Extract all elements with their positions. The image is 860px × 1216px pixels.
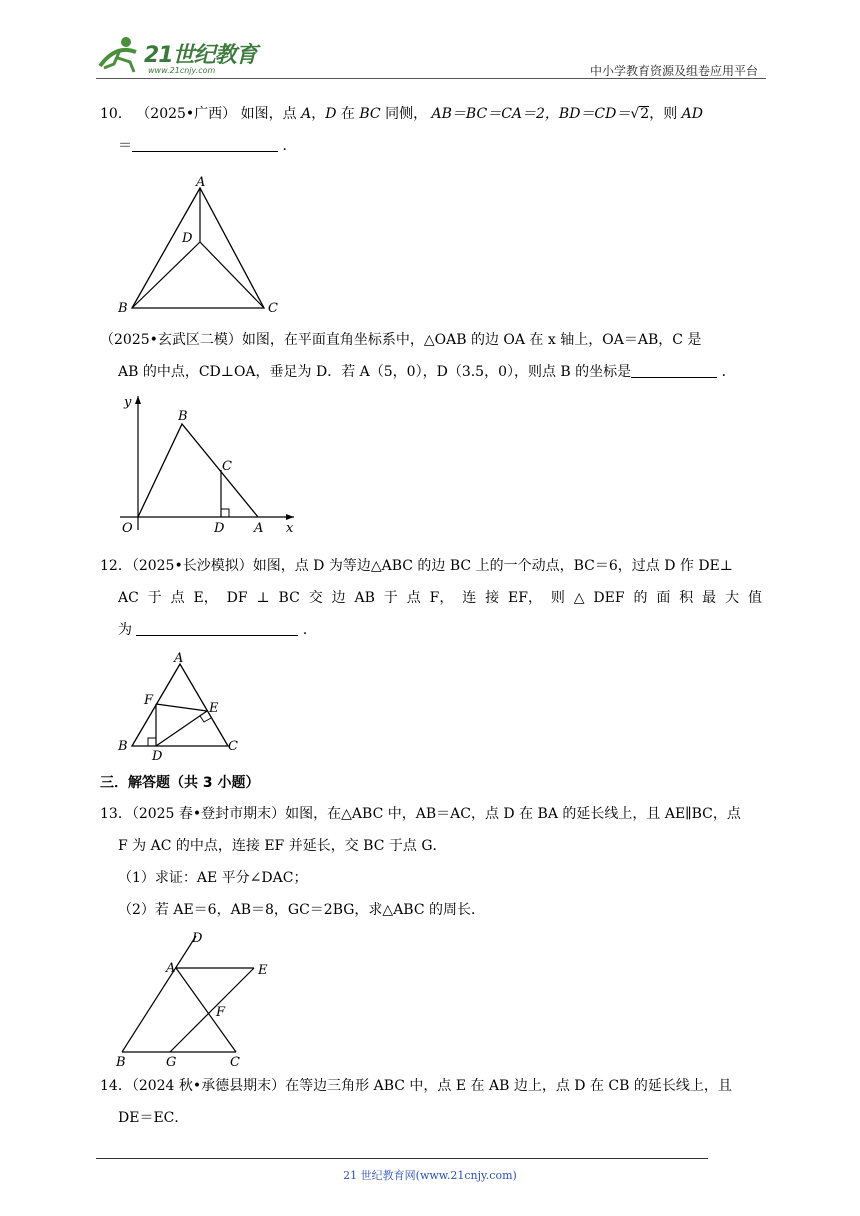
question-text: ．	[302, 622, 317, 638]
label-x: x	[286, 521, 294, 535]
label-B: B	[118, 301, 128, 314]
answer-blank[interactable]	[132, 135, 278, 152]
question-part-2: （2）若 AE＝6，AB＝8，GC＝2BG，求△ABC 的周长．	[118, 902, 486, 918]
question-text: ，则	[649, 106, 678, 122]
label-E: E	[258, 963, 268, 978]
equation-text: AB＝BC＝CA＝2，BD＝CD＝	[431, 106, 631, 122]
label-y: y	[124, 395, 132, 410]
label-A: A	[196, 175, 206, 190]
label-G: G	[166, 1055, 177, 1068]
question-text: ＝	[118, 138, 132, 154]
label-D: D	[152, 749, 163, 762]
question-number: 12．	[100, 558, 132, 574]
label-C: C	[268, 301, 278, 314]
label-C: C	[228, 739, 238, 754]
label-C: C	[222, 459, 232, 474]
section-heading: 三．解答题（共 3 小题）	[100, 775, 260, 791]
label-B: B	[116, 1055, 126, 1068]
question-text: ．	[721, 364, 736, 380]
label-B: B	[118, 739, 128, 754]
label-B: B	[178, 409, 188, 424]
question-text: AC 于 点 E， DF ⊥ BC 交 边 AB 于 点 F， 连 接 EF， 则 △ DEF 的 面 积 最 大 值	[118, 590, 762, 606]
point-label: D	[325, 106, 337, 122]
question-text: 同侧，	[385, 106, 428, 122]
question-text: 为	[118, 622, 132, 638]
label-A: A	[254, 521, 264, 535]
label-F: F	[144, 693, 154, 708]
page-header	[96, 28, 766, 80]
figure-q11	[112, 390, 302, 535]
label-E: E	[209, 701, 219, 716]
label-D: D	[192, 931, 203, 946]
label-D: D	[182, 231, 193, 246]
question-12	[100, 550, 770, 646]
header-divider	[96, 78, 766, 79]
sqrt-symbol: √	[630, 106, 640, 122]
segment-label: AD	[681, 106, 704, 122]
question-number: 10．	[100, 106, 132, 122]
header-platform-text: 中小学教育资源及组卷应用平台	[589, 64, 758, 78]
segment-label: BC	[359, 106, 381, 122]
figure-q12	[114, 648, 254, 762]
label-C: C	[230, 1055, 240, 1068]
logo-subtext: www.21cnjy.com	[148, 66, 216, 75]
footer-divider	[96, 1158, 708, 1159]
label-O: O	[122, 521, 133, 535]
question-11	[100, 324, 770, 388]
question-10: 10． （2025•广西） 如图，点 A，D 在 BC 同侧， AB＝BC＝CA＝2，BD＝CD＝√2，则 AD ＝ ．	[100, 106, 704, 154]
question-source: （2025•广西）	[136, 106, 237, 122]
question-text: 13．（2025 春•登封市期末）如图，在△ABC 中，AB＝AC，点 D 在 BA 的延长线上，且 AE∥BC，点	[100, 806, 741, 822]
question-text: AB 的中点，CD⊥OA，垂足为 D．若 A（5，0），D（3.5，0），则点 B 的坐标是	[118, 364, 632, 380]
label-F: F	[216, 1005, 226, 1020]
label-D: D	[214, 521, 225, 535]
question-text: 14．（2024 秋•承德县期末）在等边三角形 ABC 中，点 E 在 AB 边上，点 D 在 CB 的延长线上，且	[100, 1078, 732, 1094]
question-text: DE＝EC．	[118, 1110, 189, 1126]
question-text: （2025•玄武区二模）如图，在平面直角坐标系中，△OAB 的边 OA 在 x 轴上，OA＝AB，C 是	[100, 332, 702, 348]
point-label: A	[301, 106, 312, 122]
question-text: ．	[282, 138, 297, 154]
answer-blank[interactable]	[136, 619, 298, 636]
sqrt-value: 2	[640, 106, 650, 122]
question-14	[100, 1070, 770, 1134]
question-text: F 为 AC 的中点，连接 EF 并延长，交 BC 于点 G．	[118, 838, 447, 854]
figure-q10	[112, 172, 282, 314]
question-13	[100, 798, 770, 926]
logo-text: 21世纪教育	[144, 43, 257, 68]
question-part-1: （1）求证：AE 平分∠DAC；	[118, 870, 308, 886]
label-A: A	[166, 961, 176, 976]
question-text: 在	[340, 106, 355, 122]
question-text: 如图，点	[240, 106, 297, 122]
footer-text[interactable]: 21 世纪教育网(www.21cnjy.com)	[343, 1169, 517, 1182]
answer-blank[interactable]	[631, 361, 717, 378]
label-A: A	[174, 651, 184, 666]
question-text: （2025•长沙模拟）如图，点 D 为等边△ABC 的边 BC 上的一个动点，BC＝6，过点 D 作 DE⊥	[131, 558, 733, 574]
figure-q13	[112, 928, 282, 1068]
